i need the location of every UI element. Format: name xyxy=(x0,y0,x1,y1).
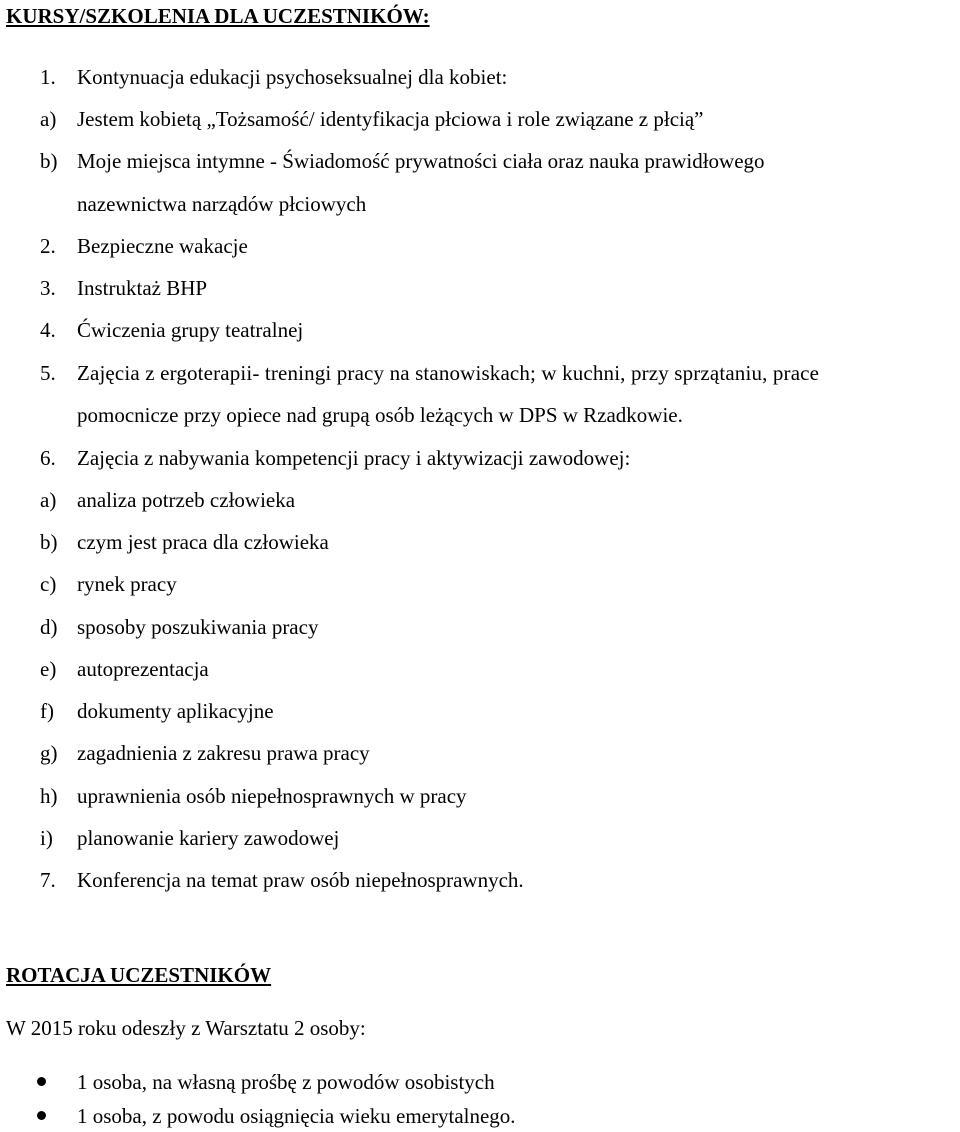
list-marker: d) xyxy=(40,615,58,639)
list-marker: 1. xyxy=(40,65,56,89)
list-item: rynek pracy xyxy=(77,572,177,596)
list-item: dokumenty aplikacyjne xyxy=(77,699,274,723)
list-item: analiza potrzeb człowieka xyxy=(77,488,296,512)
list-marker: 2. xyxy=(40,234,56,258)
list-item: Moje miejsca intymne - Świadomość prywatności ciała oraz nauka prawidłowego xyxy=(77,149,765,173)
list-marker: b) xyxy=(40,149,58,173)
list-marker: h) xyxy=(40,784,58,808)
list-marker: a) xyxy=(40,488,57,512)
list-item: czym jest praca dla człowieka xyxy=(77,530,329,554)
list-marker: 5. xyxy=(40,361,56,385)
list-item: sposoby poszukiwania pracy xyxy=(77,615,319,639)
list-marker: b) xyxy=(40,530,58,554)
list-marker: f) xyxy=(40,699,54,723)
list-marker: c) xyxy=(40,572,57,596)
list-marker: g) xyxy=(40,741,58,765)
list-item: Ćwiczenia grupy teatralnej xyxy=(77,318,304,342)
list-marker: 6. xyxy=(40,446,56,470)
bullet-dot-icon xyxy=(37,1111,46,1120)
list-item: Bezpieczne wakacje xyxy=(77,234,248,258)
list-item: Jestem kobietą „Tożsamość/ identyfikacja płciowa i role związane z płcią” xyxy=(77,107,704,131)
section-heading-rotation: ROTACJA UCZESTNIKÓW xyxy=(6,963,272,987)
list-marker: 7. xyxy=(40,868,56,892)
list-marker: e) xyxy=(40,657,57,681)
list-item: Instruktaż BHP xyxy=(77,276,208,300)
list-item: Kontynuacja edukacji psychoseksualnej dla kobiet: xyxy=(77,65,508,89)
list-marker: 3. xyxy=(40,276,56,300)
list-item: Zajęcia z ergoterapii- treningi pracy na stanowiskach; w kuchni, przy sprzątaniu, prace xyxy=(77,361,820,385)
list-item: Zajęcia z nabywania kompetencji pracy i aktywizacji zawodowej: xyxy=(77,446,631,470)
list-marker: 4. xyxy=(40,318,56,342)
list-item: autoprezentacja xyxy=(77,657,209,681)
section-heading-courses: KURSY/SZKOLENIA DLA UCZESTNIKÓW: xyxy=(6,4,430,28)
list-marker: i) xyxy=(40,826,53,850)
list-item: Konferencja na temat praw osób niepełnosprawnych. xyxy=(77,868,524,892)
list-item: zagadnienia z zakresu prawa pracy xyxy=(77,741,370,765)
list-marker: a) xyxy=(40,107,57,131)
list-item: planowanie kariery zawodowej xyxy=(77,826,340,850)
list-item-continuation: nazewnictwa narządów płciowych xyxy=(77,192,367,216)
rotation-intro: W 2015 roku odeszły z Warsztatu 2 osoby: xyxy=(6,1016,366,1040)
bullet-item: 1 osoba, na własną prośbę z powodów osobistych xyxy=(77,1070,495,1094)
list-item: uprawnienia osób niepełnosprawnych w pracy xyxy=(77,784,467,808)
bullet-dot-icon xyxy=(37,1077,46,1086)
bullet-item: 1 osoba, z powodu osiągnięcia wieku emerytalnego. xyxy=(77,1104,516,1128)
list-item-continuation: pomocnicze przy opiece nad grupą osób leżących w DPS w Rzadkowie. xyxy=(77,403,683,427)
